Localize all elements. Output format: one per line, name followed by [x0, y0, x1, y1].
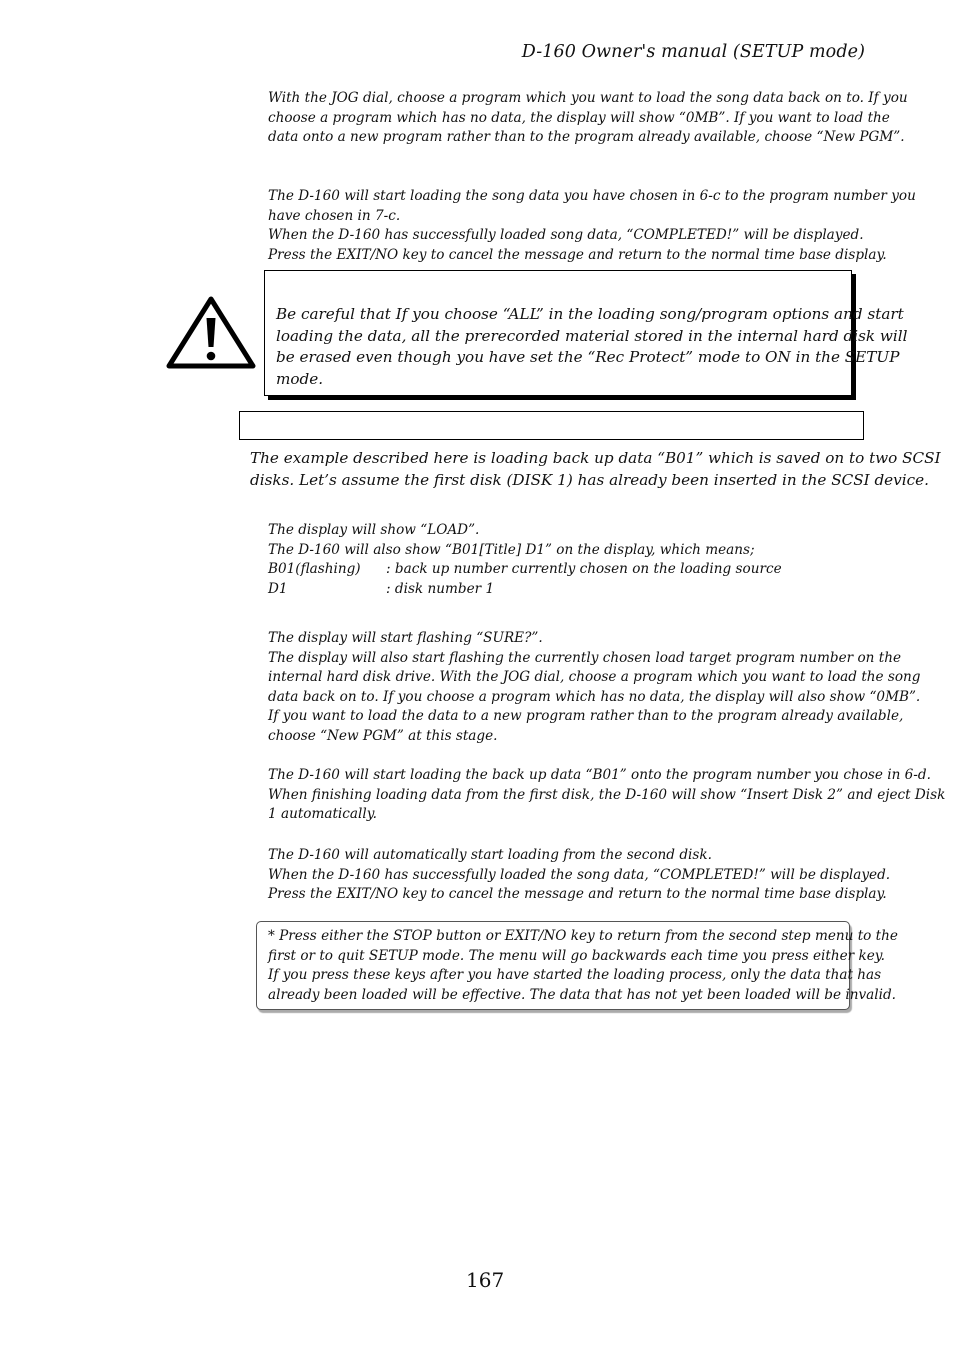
text-line: Press the EXIT/NO key to cancel the message and return to the normal time base display. [268, 246, 887, 263]
text-line: * Press either the STOP button or EXIT/NO key to return from the second step menu to the [268, 928, 898, 944]
text-line: mode. [276, 369, 324, 388]
text-line: The display will also start flashing the currently chosen load target program number on the [268, 649, 902, 666]
paragraph-display-load [268, 521, 868, 599]
note-box [256, 921, 898, 1010]
warning-box [264, 270, 908, 396]
section-heading-box [239, 411, 864, 440]
warning-text [276, 304, 908, 390]
text-line: choose “New PGM” at this stage. [268, 727, 498, 744]
definition-label: D1 [268, 580, 288, 597]
text-line: first or to quit SETUP mode. The menu will go backwards each time you press either key. [268, 947, 885, 964]
paragraph-loading-first-disk [268, 766, 946, 825]
note-text [268, 927, 898, 1005]
text-line: The D-160 will start loading the song data you have chosen in 6-c to the program number you [268, 188, 916, 204]
intro-paragraph [250, 447, 941, 491]
page-number: 167 [466, 1268, 505, 1292]
text-line: have chosen in 7-c. [268, 207, 401, 224]
text-line: The D-160 will also show “B01[Title] D1” on the display, which means; [268, 541, 755, 558]
text-line: If you want to load the data to a new program rather than to the program already available, [268, 708, 904, 724]
definition-value: : disk number 1 [386, 580, 495, 597]
text-line: already been loaded will be effective. The data that has not yet been loaded will be invalid. [268, 986, 896, 1003]
definition-label: B01(flashing) [268, 561, 361, 577]
text-line: The D-160 will automatically start loading from the second disk. [268, 847, 712, 863]
text-line: data onto a new program rather than to the program already available, choose “New PGM”. [268, 129, 905, 145]
text-line: 1 automatically. [268, 806, 377, 822]
text-line: With the JOG dial, choose a program which you want to load the song data back on to. If you [268, 90, 908, 106]
text-line: Press the EXIT/NO key to cancel the message and return to the normal time base display. [268, 886, 887, 902]
paragraph-start-loading [268, 187, 916, 265]
text-line: choose a program which has no data, the display will show “0MB”. If you want to load the [268, 109, 890, 126]
text-line: The display will show “LOAD”. [268, 522, 480, 538]
definition-row [268, 580, 868, 600]
text-line: When the D-160 has successfully loaded the song data, “COMPLETED!” will be displayed. [268, 866, 891, 883]
text-line: disks. Let’s assume the first disk (DISK 1) has already been inserted in the SCSI device. [250, 471, 929, 489]
text-line: loading the data, all the prerecorded material stored in the internal hard disk will [276, 326, 908, 345]
page-header: D-160 Owner's manual (SETUP mode) [521, 42, 865, 62]
text-line: internal hard disk drive. With the JOG dial, choose a program which you want to load the song [268, 669, 921, 685]
text-line: If you press these keys after you have started the loading process, only the data that has [268, 967, 882, 983]
text-line: The D-160 will start loading the back up data “B01” onto the program number you chose in 6-d. [268, 767, 931, 783]
text-line: The display will start flashing “SURE?”. [268, 630, 543, 646]
definition-row [268, 560, 868, 580]
text-line: When finishing loading data from the first disk, the D-160 will show “Insert Disk 2” and eject Disk [268, 786, 946, 803]
paragraph-loading-second-disk [268, 846, 891, 905]
text-line: When the D-160 has successfully loaded song data, “COMPLETED!” will be displayed. [268, 227, 864, 243]
warning-triangle-icon [165, 293, 257, 373]
text-line: data back on to. If you choose a program which has no data, the display will also show “0MB”. [268, 688, 921, 705]
paragraph-choose-program [268, 89, 908, 148]
definition-value: : back up number currently chosen on the loading source [386, 561, 782, 577]
paragraph-display-sure [268, 629, 921, 746]
text-line: Be careful that If you choose “ALL” in the loading song/program options and start [276, 305, 904, 323]
text-line: The example described here is loading back up data “B01” which is saved on to two SCSI [250, 449, 941, 467]
text-line: be erased even though you have set the “Rec Protect” mode to ON in the SETUP [276, 348, 900, 366]
